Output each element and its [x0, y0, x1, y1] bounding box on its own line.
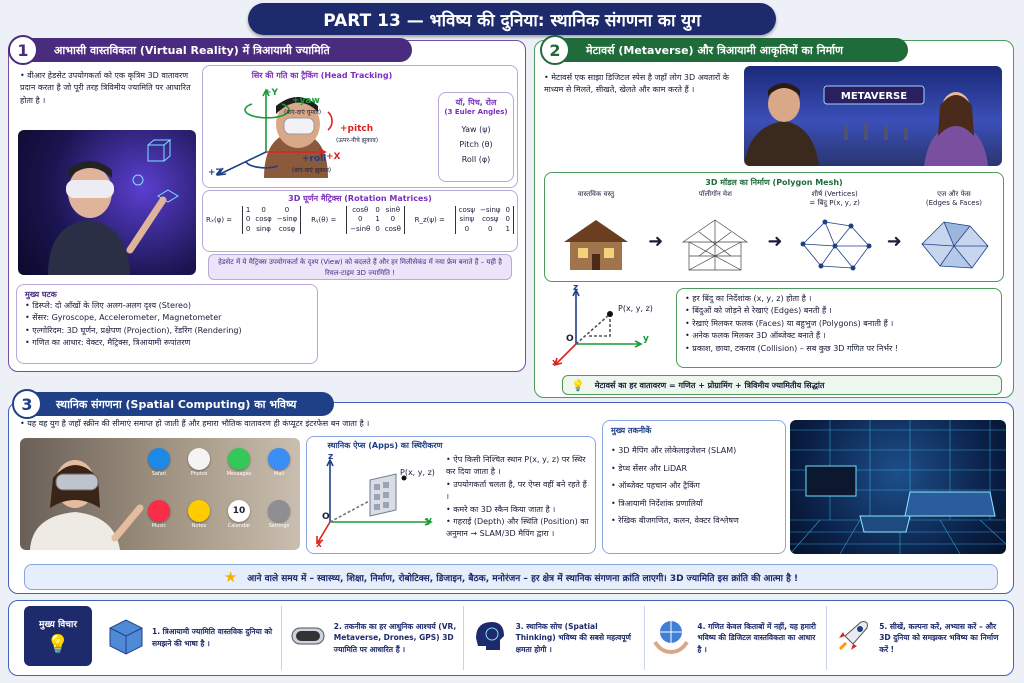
- matrix-cell: 0: [375, 224, 380, 233]
- main-idea-item: [826, 606, 1008, 670]
- app-label: Calendar: [227, 523, 251, 529]
- app-icon-settings[interactable]: [260, 500, 298, 548]
- anchor-item: • ऐप किसी निश्चित स्थान P(x, y, z) पर स्थिर कर दिया जाता है ।: [446, 454, 592, 479]
- app-icon-messages[interactable]: [220, 448, 258, 496]
- axis-y-label: +Y: [264, 88, 279, 98]
- wireframe-mesh-icon: [675, 212, 755, 278]
- vertices-icon: [795, 212, 875, 278]
- matrix-cell: 0: [390, 215, 396, 224]
- point-label: P(x, y, z): [618, 304, 653, 313]
- app-label: Settings: [268, 523, 290, 529]
- matrix-cell: cosφ: [278, 224, 296, 233]
- matrix-cell: cosθ: [384, 224, 401, 233]
- arrow-right-icon: ➜: [886, 230, 902, 252]
- matrix-cell: 0: [245, 224, 251, 233]
- vr-intro: • वीआर हेडसेट उपयोगकर्ता को एक कृत्रिम 3D वातावरण प्रदान करता है जो पूरी तरह त्रिविमीय ज्यामिति पर आधारित होता है ।: [20, 70, 198, 107]
- section-spatial-title: स्थानिक संगणना (Spatial Computing) का भविष्य: [14, 392, 334, 416]
- matrix-cell: 0: [245, 215, 251, 224]
- axis-y-label: y: [426, 516, 432, 526]
- mesh-fact-item: • हर बिंदु का निर्देशांक (x, y, z) होता है ।: [685, 293, 993, 305]
- main-idea-item: [463, 606, 645, 670]
- matrix-cell: sinφ: [256, 224, 271, 233]
- main-idea-text: 1. त्रिआयामी ज्यामिति वास्तविक दुनिया को समझने की भाषा है ।: [152, 627, 273, 648]
- app-tile: [148, 448, 170, 470]
- matrix-cell: −sinφ: [276, 215, 298, 224]
- axis-x-label: x: [316, 540, 322, 550]
- main-idea-item: [281, 606, 463, 670]
- matrix-cell: 0: [284, 206, 290, 214]
- tech-item: • त्रिआयामी निर्देशांक प्रणालियाँ: [611, 495, 777, 513]
- house-icon: [556, 212, 636, 278]
- matrix-cell: 0: [505, 206, 510, 214]
- axis-z-label: z: [328, 452, 334, 462]
- vr-user-image: [18, 130, 196, 275]
- section-number: 1: [8, 35, 38, 65]
- room-scan-image: [790, 420, 1006, 554]
- matrix-rz: [455, 206, 514, 234]
- matrix-cell: −sinψ: [480, 206, 501, 214]
- pitch-sub: (ऊपर-नीचे झुकाव): [336, 137, 379, 144]
- star-icon: ★: [223, 568, 238, 586]
- metaverse-banner: METAVERSE: [840, 91, 908, 102]
- pitch-label: +pitch: [340, 124, 374, 134]
- anchor-diagram: [312, 452, 440, 552]
- app-icon-calendar[interactable]: [220, 500, 258, 548]
- axis-x-label: +X: [326, 152, 341, 162]
- main-idea-text: 3. स्थानिक सोच (Spatial Thinking) भविष्य की सबसे महत्वपूर्ण क्षमता होगी ।: [515, 621, 631, 654]
- section-number: 2: [540, 35, 570, 65]
- matrix-cell: cosψ: [482, 215, 499, 224]
- rocket-icon: [833, 616, 873, 660]
- app-icon-notes[interactable]: [180, 500, 218, 548]
- key-component-item: • सेंसर: Gyroscope, Accelerometer, Magnetometer: [25, 312, 309, 324]
- faces-icon: [914, 212, 994, 278]
- key-component-item: • डिस्प्ले: दो आँखों के लिए अलग-अलग दृश्य (Stereo): [25, 300, 309, 312]
- section-number: 3: [12, 389, 42, 419]
- main-idea-text: 5. सीखें, कल्पना करें, अभ्यास करें – और 3D दुनिया को समझकर भविष्य का निर्माण करें !: [879, 621, 999, 654]
- tech-item: • ऑब्जेक्ट पहचान और ट्रैकिंग: [611, 477, 777, 495]
- matrix-cell: cosθ: [352, 206, 369, 214]
- yaw-label: +yaw: [292, 96, 320, 106]
- axis-z-label: z: [573, 283, 579, 293]
- mesh-step: [550, 190, 642, 278]
- section-metaverse-title: मेटावर्स (Metaverse) और त्रिआयामी आकृतियों का निर्माण: [544, 38, 908, 62]
- matrix-cell: cosφ: [255, 215, 272, 224]
- app-grid: [140, 448, 300, 548]
- mesh-facts-box: [676, 288, 1002, 368]
- tech-item: • डेप्थ सेंसर और LiDAR: [611, 460, 777, 478]
- roll-label: +roll: [302, 154, 327, 164]
- bulb-icon: 💡: [571, 378, 585, 392]
- app-icon-photos[interactable]: [180, 448, 218, 496]
- main-idea-item: [100, 606, 281, 670]
- coordinate-diagram: [548, 286, 668, 370]
- globe-hands-icon: [651, 616, 691, 660]
- key-component-item: • गणित का आधार: वेक्टर, मैट्रिक्स, त्रिआयामी रूपांतरण: [25, 337, 309, 349]
- page-title: PART 13 — भविष्य की दुनिया: स्थानिक संगणना का युग: [248, 3, 776, 35]
- key-component-item: • एल्गोरिदम: 3D घूर्णन, प्रक्षेपण (Projection), रेंडरिंग (Rendering): [25, 325, 309, 337]
- matrix-cell: 1: [375, 215, 380, 224]
- euler-angle-item: Pitch (θ): [459, 140, 493, 150]
- mesh-fact-item: • अनेक फलक मिलकर 3D ऑब्जेक्ट बनाते हैं ।: [685, 330, 993, 342]
- metaverse-formula: 💡 मेटावर्स का हर वातावरण = गणित + प्रोग्रामिंग + त्रिविमीय ज्यामितीय सिद्धांत: [562, 375, 1002, 395]
- mesh-fact-item: • प्रकाश, छाया, टकराव (Collision) – सब कुछ 3D गणित पर निर्भर !: [685, 343, 993, 355]
- roll-sub: (बाएं-दाएं झुकाव): [292, 167, 332, 174]
- euler-angle-item: Yaw (ψ): [461, 125, 491, 134]
- tech-item: • 3D मैपिंग और लोकेलाइजेशन (SLAM): [611, 442, 777, 460]
- mesh-fact-item: • बिंदुओं को जोड़ने से रेखाएं (Edges) बनती हैं ।: [685, 305, 993, 317]
- section-vr-title: आभासी वास्तविकता (Virtual Reality) में त्रिआयामी ज्यामिति: [12, 38, 412, 62]
- app-tile: [228, 448, 250, 470]
- matrix-cell: cosψ: [458, 206, 476, 214]
- mesh-fact-item: • रेखाएं मिलकर फलक (Faces) या बहुभुज (Polygons) बनाती हैं ।: [685, 318, 993, 330]
- app-anchoring-title: स्थानिक ऐप्स (Apps) का स्थिरीकरण: [327, 441, 443, 450]
- euler-angles-box: यॉ, पिच, रोल (3 Euler Angles) Yaw (ψ) Pitch (θ) Roll (φ): [438, 92, 514, 182]
- arrow-right-icon: ➜: [767, 230, 783, 252]
- main-idea-item: [644, 606, 826, 670]
- bulb-icon: 💡: [46, 634, 70, 655]
- mesh-step-label: एज और फेस (Edges & Faces): [925, 190, 982, 208]
- metaverse-intro: • मेटावर्स एक साझा डिजिटल स्पेस है जहाँ लोग 3D अवतारों के माध्यम से मिलते, सीखते, खेलते और काम करते हैं ।: [544, 72, 736, 97]
- matrix-cell: sinψ: [459, 215, 475, 224]
- axis-y-label: y: [643, 334, 649, 344]
- mesh-step: [669, 190, 761, 278]
- euler-angle-item: Roll (φ): [461, 155, 491, 165]
- matrix-cell: 1: [245, 206, 251, 214]
- app-label: Photos: [190, 471, 208, 477]
- app-icon-safari[interactable]: [140, 448, 178, 496]
- rotation-matrices-title: 3D घूर्णन मैट्रिक्स (Rotation Matrices): [288, 194, 432, 203]
- anchor-item: • कमरे का 3D स्कैन किया जाता है ।: [446, 504, 592, 516]
- anchor-list: [446, 454, 592, 541]
- anchor-item: • उपयोगकर्ता चलता है, पर ऐप्स वहीं बने रहते हैं ।: [446, 479, 592, 504]
- app-tile: [268, 448, 290, 470]
- main-idea-text: 4. गणित केवल किताबों में नहीं, यह हमारी भविष्य की डिजिटल वास्तविकता का आधार है ।: [697, 621, 816, 654]
- brain-icon: [470, 616, 510, 660]
- matrix-cell: 1: [505, 224, 510, 233]
- mesh-step-label: शीर्ष (Vertices) = बिंदु P(x, y, z): [809, 190, 860, 208]
- mesh-step-label: पॉलीगॉन मेश: [698, 190, 732, 198]
- arrow-right-icon: ➜: [648, 230, 664, 252]
- app-label: Messages: [226, 471, 252, 477]
- origin-label: O: [322, 512, 330, 522]
- yaw-sub: (बाएं-दाएं घुमाव): [284, 109, 322, 116]
- app-tile: [188, 448, 210, 470]
- app-tile: 10: [228, 500, 250, 522]
- app-icon-mail[interactable]: [260, 448, 298, 496]
- axis-z-label: +Z: [208, 168, 223, 178]
- matrix-ry: [346, 206, 405, 234]
- matrix-cell: 0: [488, 224, 493, 233]
- matrix-cell: sinθ: [385, 206, 400, 214]
- cube-icon: [106, 616, 146, 660]
- key-tech-box: मुख्य तकनीकें • 3D मैपिंग और लोकेलाइजेशन (SLAM) • डेप्थ सेंसर और LiDAR • ऑब्जेक्ट पहचान और ट्रैकिंग • त्रिआयामी निर्देशांक प्रणालियाँ • रेखिक बीजगणित, कलन, वेक्टर विश्लेषण: [602, 420, 786, 554]
- axis-x-label: x: [552, 358, 558, 368]
- matrix-cell: 0: [505, 215, 510, 224]
- app-tile: [268, 500, 290, 522]
- mesh-steps: [550, 190, 1000, 278]
- tech-item: • रेखिक बीजगणित, कलन, वेक्टर विश्लेषण: [611, 512, 777, 530]
- matrix-rx: [242, 206, 301, 234]
- main-ideas-badge: मुख्य विचार 💡: [24, 606, 92, 666]
- matrix-cell: 0: [375, 206, 380, 214]
- head-tracking-title: सिर की गति का ट्रैकिंग (Head Tracking): [251, 71, 393, 80]
- mesh-step: [789, 190, 881, 278]
- app-label: Notes: [191, 523, 207, 529]
- app-tile: [188, 500, 210, 522]
- matrix-note: हेडसेट में ये मैट्रिक्स उपयोगकर्ता के दृश्य (View) को बदलते हैं और हर मिलीसेकंड में नया फ्रेम बनाते हैं – यही है रियल-टाइम 3D ज्यामिति !: [208, 254, 512, 280]
- matrix-cell: 0: [464, 224, 470, 233]
- spatial-intro: • यह वह युग है जहाँ स्क्रीन की सीमाएं समाप्त हो जाती हैं और हमारा भौतिक वातावरण ही कंप्यूटर इंटरफेस बन जाता है ।: [20, 418, 600, 430]
- mesh-step: [908, 190, 1000, 278]
- polygon-mesh-title: 3D मॉडल का निर्माण (Polygon Mesh): [705, 178, 843, 187]
- origin-label: O: [566, 334, 574, 344]
- matrix-cell: 0: [358, 215, 363, 224]
- matrix-row: Rₓ(φ) = 1 0 0 0 cosφ −sinφ 0 sinφ cosφ Rᵧ(θ) = cosθ 0 sinθ 0 1 0 −sinθ 0 cosθ R_z(ψ) = cosψ −sinψ 0 sinψ cosψ 0 0 0 1: [206, 206, 514, 234]
- key-components-box: मुख्य घटक • डिस्प्ले: दो आँखों के लिए अलग-अलग दृश्य (Stereo) • सेंसर: Gyroscope, Accelerometer, Magnetometer • एल्गोरिदम: 3D घूर्णन, प्रक्षेपण (Projection), रेंडरिंग (Rendering) • गणित का आधार: वेक्टर, मैट्रिक्स, त्रिआयामी रूपांतरण: [16, 284, 318, 364]
- app-label: Music: [151, 523, 167, 529]
- future-banner: ★ आने वाले समय में – स्वास्थ्य, शिक्षा, निर्माण, रोबोटिक्स, डिजाइन, बैठक, मनोरंजन – हर क्षेत्र में स्थानिक संगणना क्रांति लाएगी। 3D ज्यामिति इस क्रांति की आत्मा है !: [24, 564, 998, 590]
- matrix-cell: −sinθ: [350, 224, 371, 233]
- app-label: Mail: [273, 471, 285, 477]
- anchor-item: • गहराई (Depth) और स्थिति (Position) का अनुमान → SLAM/3D मैपिंग द्वारा ।: [446, 516, 592, 541]
- app-tile: [148, 500, 170, 522]
- main-idea-text: 2. तकनीक का हर आधुनिक आश्चर्य (VR, Metaverse, Drones, GPS) 3D ज्यामिति पर आधारित हैं ।: [333, 621, 457, 654]
- app-label: Safari: [151, 471, 167, 477]
- matrix-cell: 0: [261, 206, 266, 214]
- mesh-step-label: वास्तविक वस्तु: [577, 190, 615, 198]
- app-icon-music[interactable]: [140, 500, 178, 548]
- headset-icon: [288, 616, 328, 660]
- point-label: P(x, y, z): [400, 468, 435, 477]
- ideas-row: [100, 606, 1008, 670]
- metaverse-image: [744, 66, 1002, 166]
